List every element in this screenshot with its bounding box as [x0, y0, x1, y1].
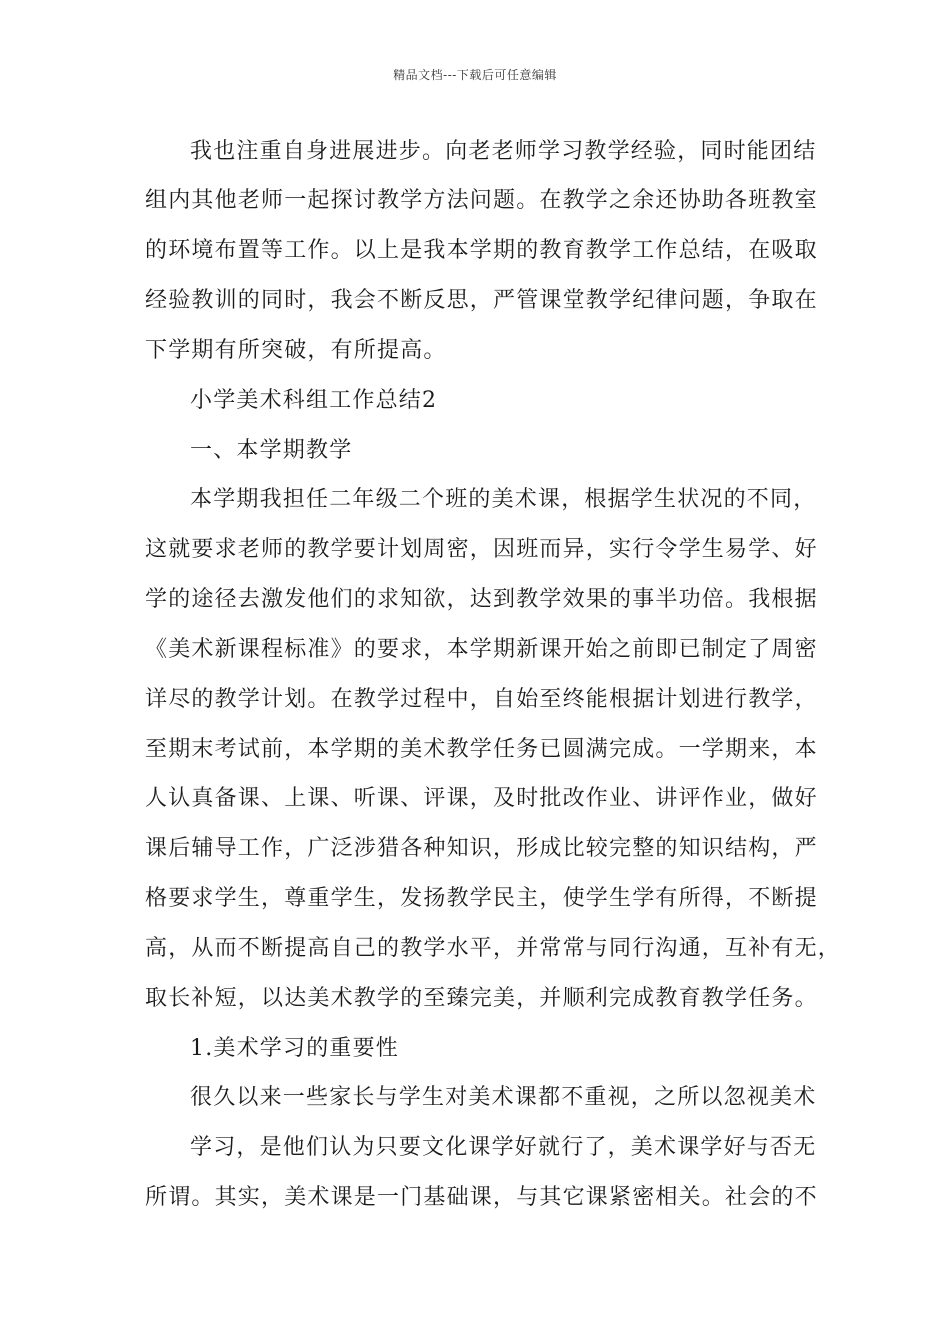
paragraph-line: 本学期我担任二年级二个班的美术课，根据学生状况的不同， [190, 487, 817, 512]
section-heading: 一、本学期教学 [190, 438, 353, 463]
section-title: 小学美术科组工作总结2 [190, 388, 438, 413]
paragraph-line: 经验教训的同时，我会不断反思，严管课堂教学纪律问题，争取在 [145, 288, 818, 313]
paragraph-line: 取长补短，以达美术教学的至臻完美，并顺利完成教育教学任务。 [145, 986, 818, 1011]
paragraph-line: 学的途径去激发他们的求知欲，达到教学效果的事半功倍。我根据 [145, 587, 818, 612]
paragraph-line: 所谓。其实，美术课是一门基础课，与其它课紧密相关。社会的不 [145, 1185, 818, 1210]
paragraph-line: 学习，是他们认为只要文化课学好就行了，美术课学好与否无 [190, 1135, 817, 1160]
paragraph-line: 高，从而不断提高自己的教学水平，并常常与同行沟通，互补有无， [145, 936, 842, 961]
paragraph-line: 至期末考试前，本学期的美术教学任务已圆满完成。一学期来，本 [145, 737, 818, 762]
subsection-heading: 1.美术学习的重要性 [190, 1036, 399, 1061]
paragraph-line: 很久以来一些家长与学生对美术课都不重视，之所以忽视美术 [190, 1085, 817, 1110]
paragraph-line: 这就要求老师的教学要计划周密，因班而异，实行令学生易学、好 [145, 537, 818, 562]
paragraph-line: 我也注重自身进展进步。向老老师学习教学经验，同时能团结 [190, 139, 817, 164]
paragraph-line: 格要求学生，尊重学生，发扬教学民主，使学生学有所得，不断提 [145, 886, 818, 911]
paragraph-line: 下学期有所突破，有所提高。 [145, 338, 447, 363]
paragraph-line: 《美术新课程标准》的要求，本学期新课开始之前即已制定了周密 [145, 637, 818, 662]
paragraph-line: 课后辅导工作，广泛涉猎各种知识，形成比较完整的知识结构，严 [145, 836, 818, 861]
paragraph-line: 详尽的教学计划。在教学过程中，自始至终能根据计划进行教学， [145, 687, 818, 712]
paragraph-line: 的环境布置等工作。以上是我本学期的教育教学工作总结，在吸取 [145, 238, 818, 263]
page-header: 精品文档---下载后可任意编辑 [393, 68, 557, 82]
paragraph-line: 人认真备课、上课、听课、评课，及时批改作业、讲评作业，做好 [145, 786, 818, 811]
paragraph-line: 组内其他老师一起探讨教学方法问题。在教学之余还协助各班教室 [145, 188, 818, 213]
